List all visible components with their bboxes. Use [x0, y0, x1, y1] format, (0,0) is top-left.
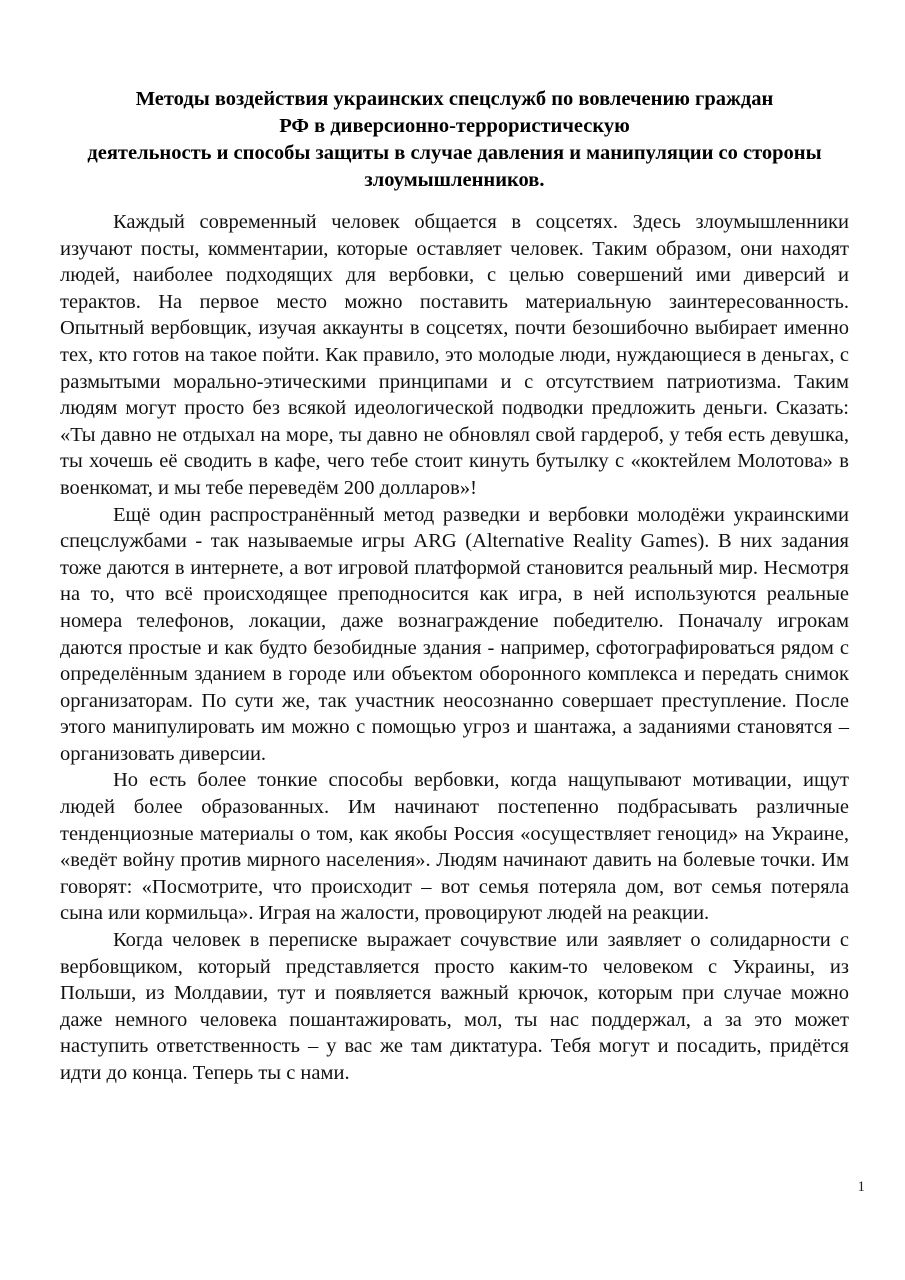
title-line-1: Методы воздействия украинских спецслужб по вовлечению граждан — [135, 88, 774, 110]
title-line-3: деятельность и способы защиты в случае давления и манипуляции со стороны — [87, 142, 822, 164]
paragraph-1: Каждый современный человек общается в соцсетях. Здесь злоумышленники изучают посты, комментарии, которые оставляет человек. Таким образом, они находят людей, наиболее подходящих для вербовки, с целью совершений ими диверсий и терактов. На первое место можно поставить материальную заинтересованность. Опытный вербовщик, изучая аккаунты в соцсетях, почти безошибочно выбирает именно тех, кто готов на такое пойти. Как правило, это молодые люди, нуждающиеся в деньгах, с размытыми морально-этическими принципами и с отсутствием патриотизма. Таким людям могут просто без всякой идеологической подводки предложить деньги. Сказать: «Ты давно не отдыхал на море, ты давно не обновлял свой гардероб, у тебя есть девушка, ты хочешь её сводить в кафе, чего тебе стоит кинуть бутылку с «коктейлем Молотова» в военкомат, и мы тебе переведём 200 долларов»! — [60, 211, 849, 499]
paragraph-4: Когда человек в переписке выражает сочувствие или заявляет о солидарности с вербовщиком, который представляется просто каким-то человеком с Украины, из Польши, из Молдавии, тут и появляется важный крючок, которым при случае можно даже немного человека пошантажировать, мол, ты нас поддержал, а за это может наступить ответственность – у вас же там диктатура. Тебя могут и посадить, придётся идти до конца. Теперь ты с нами. — [60, 929, 849, 1084]
title-line-4: злоумышленников. — [364, 169, 545, 191]
paragraph-3: Но есть более тонкие способы вербовки, когда нащупывают мотивации, ищут людей более образованных. Им начинают постепенно подбрасывать различные тенденциозные материалы о том, как якобы Россия «осуществляет геноцид» на Украине, «ведёт войну против мирного населения». Людям начинают давить на болевые точки. Им говорят: «Посмотрите, что происходит – вот семья потеряла дом, вот семья потеряла сына или кормильца». Играя на жалости, провоцируют людей на реакции. — [60, 769, 849, 925]
title-line-2: РФ в диверсионно-террористическую — [279, 115, 630, 137]
paragraph-2: Ещё один распространённый метод разведки и вербовки молодёжи украинскими спецслужбами - так называемые игры ARG (Alternative Reality Games). В них задания тоже даются в интернете, а вот игровой платформой становится реальный мир. Несмотря на то, что всё происходящее преподносится как игра, в ней используются реальные номера телефонов, локации, даже вознаграждение победителю. Поначалу игрокам даются простые и как будто безобидные здания - например, сфотографироваться рядом с определённым зданием в городе или объектом оборонного комплекса и передать снимок организаторам. По сути же, так участник неосознанно совершает преступление. После этого манипулировать им можно с помощью угроз и шантажа, а заданиями становятся – организовать диверсии. — [60, 503, 849, 765]
page-number: 1 — [857, 1179, 865, 1195]
document-title — [60, 86, 849, 194]
document-body — [60, 209, 849, 1087]
